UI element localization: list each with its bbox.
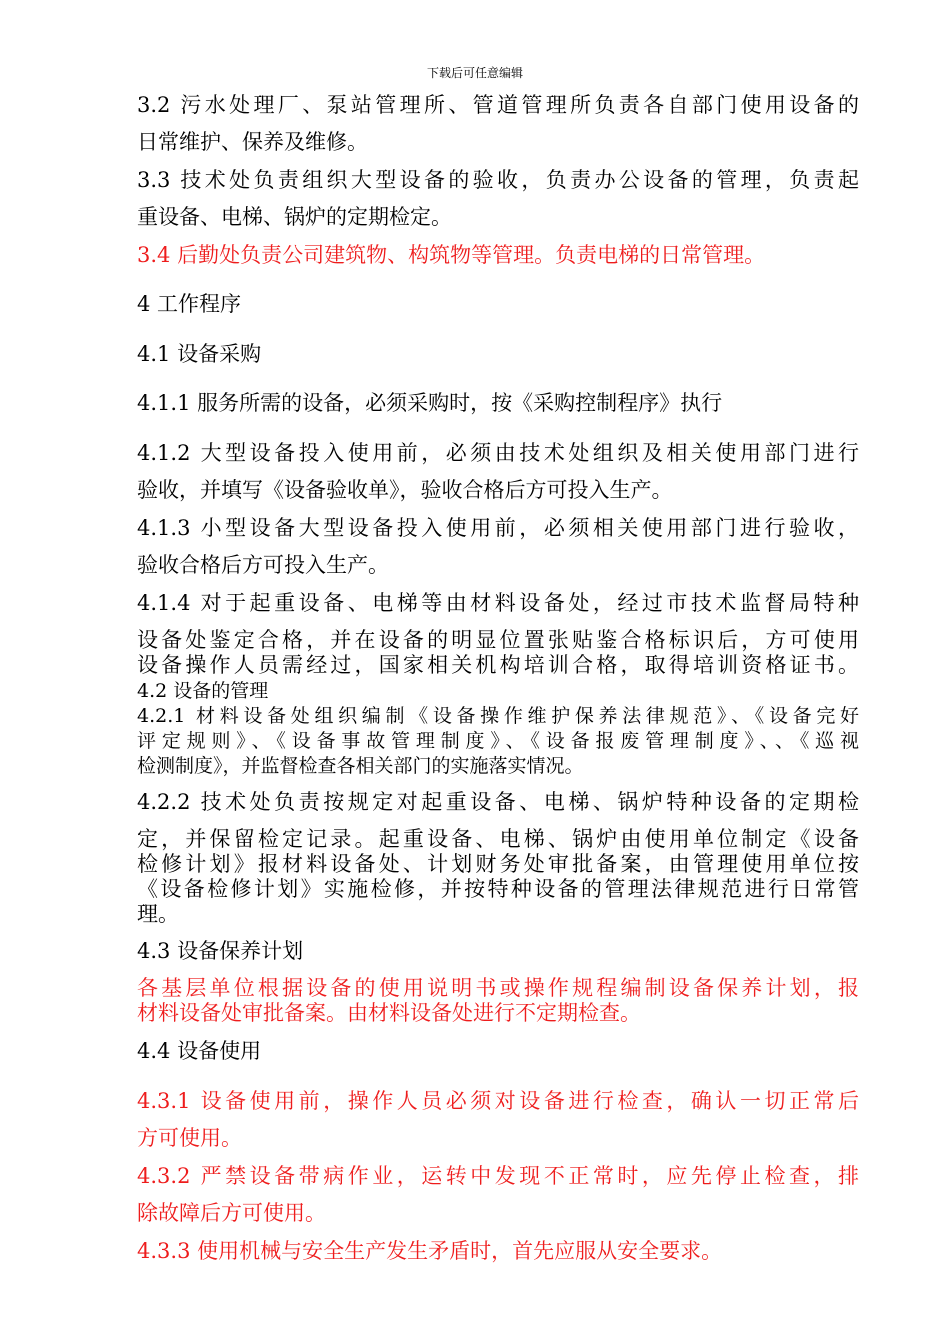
clause-4-3-2: [137, 1158, 859, 1232]
text-line: 4.1.1 服务所需的设备，必须采购时，按《采购控制程序》执行: [137, 391, 723, 415]
text-line: 3.3 技术处负责组织大型设备的验收，负责办公设备的管理，负责起: [137, 168, 859, 192]
clause-3-3: [137, 162, 859, 236]
text-line: 4.2.2 技术处负责按规定对起重设备、电梯、锅炉特种设备的定期检: [137, 790, 859, 814]
clause-4-2-2: [137, 784, 859, 821]
text-line: 材料设备处审批备案。由材料设备处进行不定期检查。: [137, 1001, 641, 1025]
clause-3-2: [137, 87, 859, 161]
section-heading-4-4: [137, 1033, 859, 1070]
clause-4-3-3: [137, 1233, 859, 1270]
text-line: 4.1.3 小型设备大型设备投入使用前，必须相关使用部门进行验收，: [137, 516, 859, 540]
section-heading-4-3: [137, 933, 859, 970]
clause-4-1-1: [137, 385, 859, 422]
text-line: 验收，并填写《设备验收单》，验收合格后方可投入生产。: [137, 478, 673, 502]
text-line: 定，并保留检定记录。起重设备、电梯、锅炉由使用单位制定《设备: [137, 827, 859, 851]
text-line: 理。: [137, 902, 179, 926]
text-line: 检修计划》报材料设备处、计划财务处审批备案，由管理使用单位按: [137, 852, 859, 876]
text-line: 4.3 设备保养计划: [137, 939, 304, 963]
text-line: 4.1.4 对于起重设备、电梯等由材料设备处，经过市技术监督局特种: [137, 591, 859, 615]
section-heading-4: [137, 286, 859, 323]
clause-4-1-4: [137, 585, 859, 622]
text-line: 4.4 设备使用: [137, 1039, 262, 1063]
text-line: 评定规则》、《设备事故管理制度》、《设备报废管理制度》、、《巡视: [137, 730, 859, 752]
text-line: 设备操作人员需经过，国家相关机构培训合格，取得培训资格证书。: [137, 653, 859, 677]
text-line: 《设备检修计划》实施检修，并按特种设备的管理法律规范进行日常管: [137, 877, 859, 901]
text-line: 4.1 设备采购: [137, 342, 262, 366]
text-line: 日常维护、保养及维修。: [137, 130, 368, 154]
text-line: 除故障后方可使用。: [137, 1201, 326, 1225]
text-line: 验收合格后方可投入生产。: [137, 553, 389, 577]
clause-4-2-2-continued: [137, 827, 859, 927]
page-header: 下载后可任意编辑: [426, 66, 523, 80]
text-line: 4.2 设备的管理: [137, 680, 269, 702]
clause-4-3-1: [137, 1083, 859, 1157]
text-line: 各基层单位根据设备的使用说明书或操作规程编制设备保养计划，报: [137, 976, 859, 1000]
text-line: 3.4 后勤处负责公司建筑物、构筑物等管理。负责电梯的日常管理。: [137, 243, 766, 267]
text-line: 设备处鉴定合格，并在设备的明显位置张贴鉴合格标识后，方可使用: [137, 628, 859, 652]
text-line: 3.2 污水处理厂、泵站管理所、管道管理所负责各自部门使用设备的: [137, 93, 859, 117]
clause-3-4: [137, 237, 859, 274]
section-heading-4-1: [137, 336, 859, 373]
text-line: 4 工作程序: [137, 292, 242, 316]
text-line: 4.3.1 设备使用前，操作人员必须对设备进行检查，确认一切正常后: [137, 1089, 859, 1113]
section-4-2: [137, 679, 859, 779]
text-line: 4.1.2 大型设备投入使用前，必须由技术处组织及相关使用部门进行: [137, 441, 859, 465]
text-line: 检测制度》，并监督检查各相关部门的实施落实情况。: [137, 755, 584, 777]
text-line: 4.2.1 材料设备处组织编制《设备操作维护保养法律规范》、《设备完好: [137, 705, 859, 727]
clause-4-1-2: [137, 435, 859, 509]
clause-4-1-3: [137, 510, 859, 584]
text-line: 4.3.3 使用机械与安全生产发生矛盾时，首先应服从安全要求。: [137, 1239, 723, 1263]
clause-4-1-4-continued: [137, 628, 859, 678]
maintenance-plan-text: [137, 976, 859, 1026]
text-line: 重设备、电梯、锅炉的定期检定。: [137, 205, 452, 229]
text-line: 4.3.2 严禁设备带病作业，运转中发现不正常时，应先停止检查，排: [137, 1164, 859, 1188]
text-line: 方可使用。: [137, 1126, 242, 1150]
